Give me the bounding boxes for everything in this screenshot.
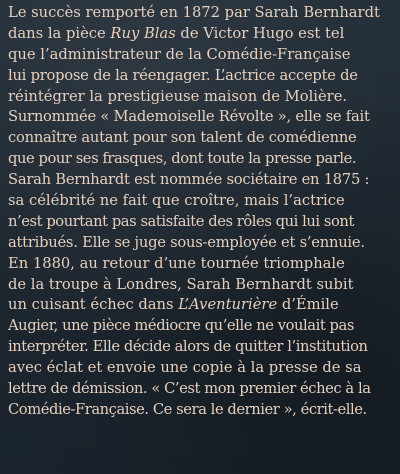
text-line-2-end: de Victor Hugo est tel: [175, 23, 345, 42]
text-line-17: interpréter. Elle décide alors de quitter l’institution: [8, 337, 368, 356]
text-line-5: réintégrer la prestigieuse maison de Molière.: [8, 86, 348, 105]
text-line-15: [8, 294, 392, 315]
text-line-14: de la troupe à Londres, Sarah Bernhardt subit: [8, 274, 354, 293]
text-line-13: En 1880, au retour d’une tournée triomphale: [8, 253, 345, 272]
text-line-2: [8, 23, 392, 44]
text-line-19: lettre de démission. « C’est mon premier échec à la: [8, 379, 371, 398]
text-line-15-start: un cuisant échec dans: [8, 295, 179, 314]
play-title-ruy-blas: Ruy Blas: [110, 23, 176, 42]
text-line-7: connaître autant pour son talent de comédienne: [8, 128, 357, 147]
text-line-16: Augier, une pièce médiocre qu’elle ne voulait pas: [8, 316, 354, 335]
text-line-20: Comédie-Française. Ce sera le dernier », écrit-elle.: [8, 399, 367, 418]
text-line-15-end: d’Émile: [277, 295, 339, 314]
text-line-1: Le succès remporté en 1872 par Sarah Bernhardt: [8, 3, 380, 21]
text-line-9: Sarah Bernhardt est nommée sociétaire en 1875 :: [8, 170, 370, 189]
biography-paragraph: [8, 2, 400, 420]
text-line-6: Surnommée « Mademoiselle Révolte », elle se fait: [8, 107, 370, 126]
text-line-4: lui propose de la réengager. L’actrice accepte de: [8, 65, 358, 84]
text-line-12: attribués. Elle se juge sous-employée et s’ennuie.: [8, 232, 365, 251]
text-line-18: avec éclat et envoie une copie à la presse de sa: [8, 358, 362, 377]
text-line-8: que pour ses frasques, dont toute la presse parle.: [8, 149, 357, 168]
text-line-11: n’est pourtant pas satisfaite des rôles qui lui sont: [8, 211, 354, 230]
text-line-3: que l’administrateur de la Comédie-Française: [8, 44, 351, 63]
text-line-10: sa célébrité ne fait que croître, mais l’actrice: [8, 191, 345, 210]
text-line-2-start: dans la pièce: [8, 23, 111, 42]
play-title-laventuriere: L’Aventurière: [178, 295, 278, 314]
